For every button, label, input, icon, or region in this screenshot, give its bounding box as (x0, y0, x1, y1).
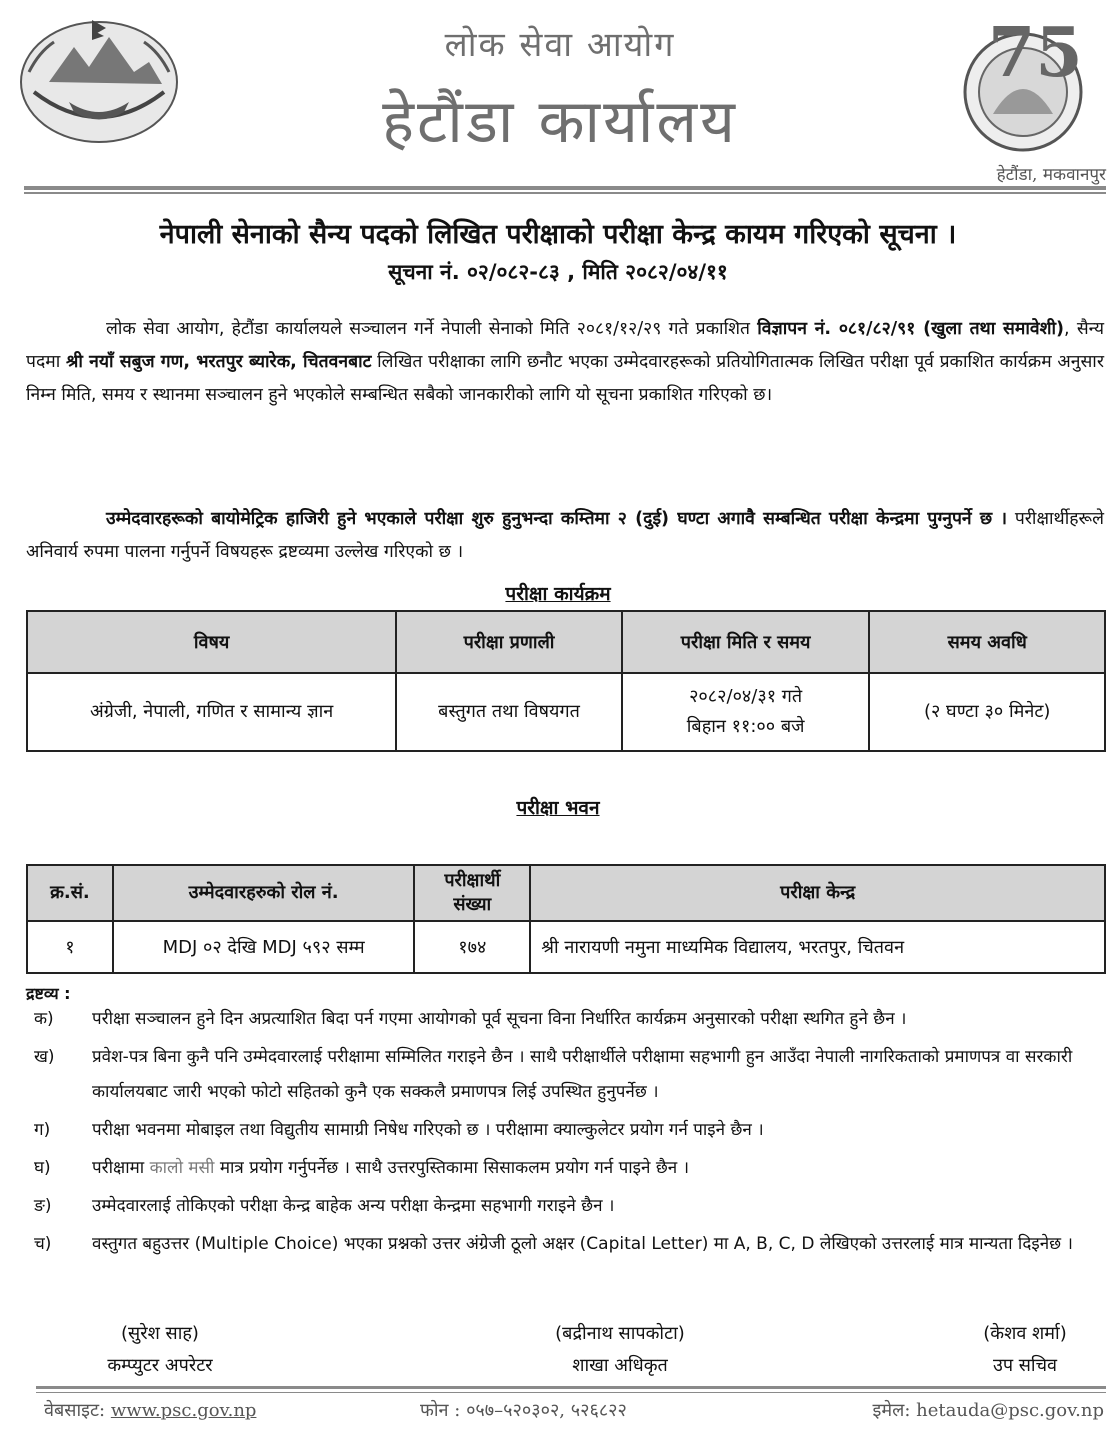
signatory-role: शाखा अधिकृत (572, 1355, 668, 1376)
signatory-name: (केशव शर्मा) (983, 1323, 1067, 1344)
header-divider (24, 186, 1106, 190)
notes-list (26, 1002, 1106, 1265)
table-row (27, 921, 1105, 973)
schedule-table (26, 610, 1106, 752)
serial-number: १ (27, 921, 113, 973)
notice-number-date: सूचना नं. ०२/०८२-८३ , मिति २०८२/०४/११ (388, 260, 728, 284)
table-row (27, 673, 1105, 751)
notes-title: द्रष्टव्य : (26, 984, 71, 1003)
column-header: उम्मेदवारहरुको रोल नं. (113, 865, 414, 921)
note-text: प्रवेश-पत्र बिना कुनै पनि उम्मेदवारलाई परीक्षामा सम्मिलित गराइने छैन । साथै परीक्षार्थीले परीक्षामा सहभागी हुन आउँदा नेपाली नागरिकताको प्रमाणपत्र वा सरकारी कार्यालयबाट जारी भएको फोटो सहितको कुनै एक सक्कलै प्रमाणपत्र लिई उपस्थित हुनुपर्नेछ । (92, 1047, 1073, 1102)
exam-subject: अंग्रेजी, नेपाली, गणित र सामान्य ज्ञान (27, 673, 396, 751)
venue-table (26, 864, 1106, 974)
exam-center: श्री नारायणी नमुना माध्यमिक विद्यालय, भरतपुर, चितवन (530, 921, 1105, 973)
note-marker: ख) (34, 1047, 55, 1067)
column-header: परीक्षा प्रणाली (396, 611, 622, 673)
website-link[interactable]: www.psc.gov.np (110, 1400, 257, 1421)
note-text: परीक्षा सञ्चालन हुने दिन अप्रत्याशित बिदा पर्न गएमा आयोगको पूर्व सूचना विना निर्धारित कार्यक्रम अनुसारको परीक्षा स्थगित हुने छैन । (92, 1009, 907, 1029)
note-text-highlight: कालो मसी (149, 1158, 215, 1178)
advertisement-number: विज्ञापन नं. ०८१/८२/९१ (खुला तथा समावेशी) (757, 319, 1065, 339)
note-marker: च) (34, 1234, 52, 1254)
biometric-text: परीक्षार्थीहरूले अनिवार्य रुपमा पालना गर्नुपर्ने विषयहरू द्रष्टव्यमा उल्लेख गरिएको छ । (26, 509, 1104, 562)
unit-name: श्री नयाँ सबुज गण, भरतपुर ब्यारेक, चितवनबाट (65, 352, 372, 372)
exam-duration: (२ घण्टा ३० मिनेट) (869, 673, 1105, 751)
signature-block (950, 1318, 1100, 1382)
nepal-emblem-icon (14, 12, 184, 147)
logo-75-text: 75 (988, 13, 1083, 93)
note-text: उम्मेदवारलाई तोकिएको परीक्षा केन्द्र बाहेक अन्य परीक्षा केन्द्रमा सहभागी गराइने छैन । (92, 1196, 615, 1216)
signatory-role: कम्प्युटर अपरेटर (107, 1355, 213, 1376)
psc-75-years-logo-icon (948, 4, 1098, 159)
phone-label: फोन : (420, 1400, 461, 1421)
signatory-name: (सुरेश साह) (121, 1323, 199, 1344)
exam-date: २०८२/०४/३१ गते (689, 686, 803, 707)
note-item (26, 1151, 1106, 1186)
column-header: परीक्षार्थी संख्या (414, 865, 530, 921)
column-header: परीक्षा मिति र समय (622, 611, 870, 673)
note-item (26, 1002, 1106, 1037)
candidate-count: १७४ (414, 921, 530, 973)
footer-email (873, 1398, 1104, 1422)
note-marker: ङ) (34, 1196, 52, 1216)
signatory-role: उप सचिव (992, 1355, 1058, 1376)
exam-method: बस्तुगत तथा विषयगत (396, 673, 622, 751)
column-header: परीक्षा केन्द्र (530, 865, 1105, 921)
note-item (26, 1189, 1106, 1224)
signature-block (500, 1318, 740, 1382)
note-item (26, 1113, 1106, 1148)
email-address[interactable]: hetauda@psc.gov.np (916, 1400, 1104, 1421)
note-marker: घ) (34, 1158, 51, 1178)
note-text-post: मात्र प्रयोग गर्नुपर्नेछ । साथै उत्तरपुस्तिकामा सिसाकलम प्रयोग गर्न पाइने छैन । (214, 1158, 690, 1178)
intro-text-1: लोक सेवा आयोग, हेटौंडा कार्यालयले सञ्चालन गर्ने नेपाली सेनाको मिति २०८१/१२/२९ गते प्रकाशित (106, 319, 758, 339)
column-header: क्र.सं. (27, 865, 113, 921)
note-marker: ग) (34, 1120, 51, 1140)
roll-range: MDJ ०२ देखि MDJ ५९२ सम्म (113, 921, 414, 973)
footer-website (44, 1398, 256, 1422)
intro-paragraph (26, 313, 1104, 412)
note-item (26, 1040, 1106, 1110)
phone-number: ०५७–५२०३०२, ५२६८२२ (466, 1400, 627, 1421)
table-header-row (27, 611, 1105, 673)
venue-heading: परीक्षा भवन (516, 797, 600, 819)
biometric-paragraph (26, 503, 1104, 569)
footer-phone (420, 1398, 627, 1422)
exam-date-time (622, 673, 870, 751)
column-header: समय अवधि (869, 611, 1105, 673)
office-name: हेटौंडा कार्यालय (382, 87, 738, 157)
footer-divider-thin (36, 1392, 1106, 1393)
note-marker: क) (34, 1009, 54, 1029)
signature-block (60, 1318, 260, 1382)
letterhead (0, 0, 1116, 190)
exam-time: बिहान ११:०० बजे (686, 716, 805, 737)
office-location: हेटौंडा, मकवानपुर (996, 165, 1106, 185)
notice-title: नेपाली सेनाको सैन्य पदको लिखित परीक्षाको परीक्षा केन्द्र कायम गरिएको सूचना । (159, 219, 957, 250)
column-header: विषय (27, 611, 396, 673)
signatory-name: (बद्रीनाथ सापकोटा) (555, 1323, 685, 1344)
schedule-heading: परीक्षा कार्यक्रम (505, 583, 611, 605)
email-label: इमेल: (872, 1400, 911, 1421)
note-text: परीक्षा भवनमा मोबाइल तथा विद्युतीय सामाग्री निषेध गरिएको छ । परीक्षामा क्याल्कुलेटर प्रयोग गर्न पाइने छैन । (92, 1120, 764, 1140)
note-text-pre: परीक्षामा (92, 1158, 150, 1178)
header-divider-thin (24, 192, 1106, 194)
org-name: लोक सेवा आयोग (444, 25, 676, 65)
biometric-instruction: उम्मेदवारहरूको बायोमेट्रिक हाजिरी हुने भएकाले परीक्षा शुरु हुनुभन्दा कम्तिमा २ (दुई) घण्टा अगावै सम्बन्धित परीक्षा केन्द्रमा पुग्नुपर्ने छ । (106, 509, 1008, 529)
intro-text-3: लिखित परीक्षाका लागि छनौट भएका उम्मेदवारहरूको प्रतियोगितात्मक लिखित परीक्षा पूर्व प्रकाशित कार्यक्रम अनुसार निम्न मिति, समय र स्थानमा सञ्चालन हुने भएकोले सम्बन्धित सबैको जानकारीको लागि यो सूचना प्रकाशित गरिएको छ। (26, 352, 1104, 405)
intro-text-2: , सैन्य पदमा (26, 319, 1104, 372)
footer-divider (36, 1386, 1106, 1389)
note-item (26, 1227, 1106, 1262)
note-text: वस्तुगत बहुउत्तर (Multiple Choice) भएका प्रश्नको उत्तर अंग्रेजी ठूलो अक्षर (Capital Letter) मा A, B, C, D लेखिएको उत्तरलाई मात्र मान्यता दिइनेछ । (92, 1234, 1073, 1254)
table-header-row (27, 865, 1105, 921)
website-label: वेबसाइट: (44, 1400, 106, 1421)
